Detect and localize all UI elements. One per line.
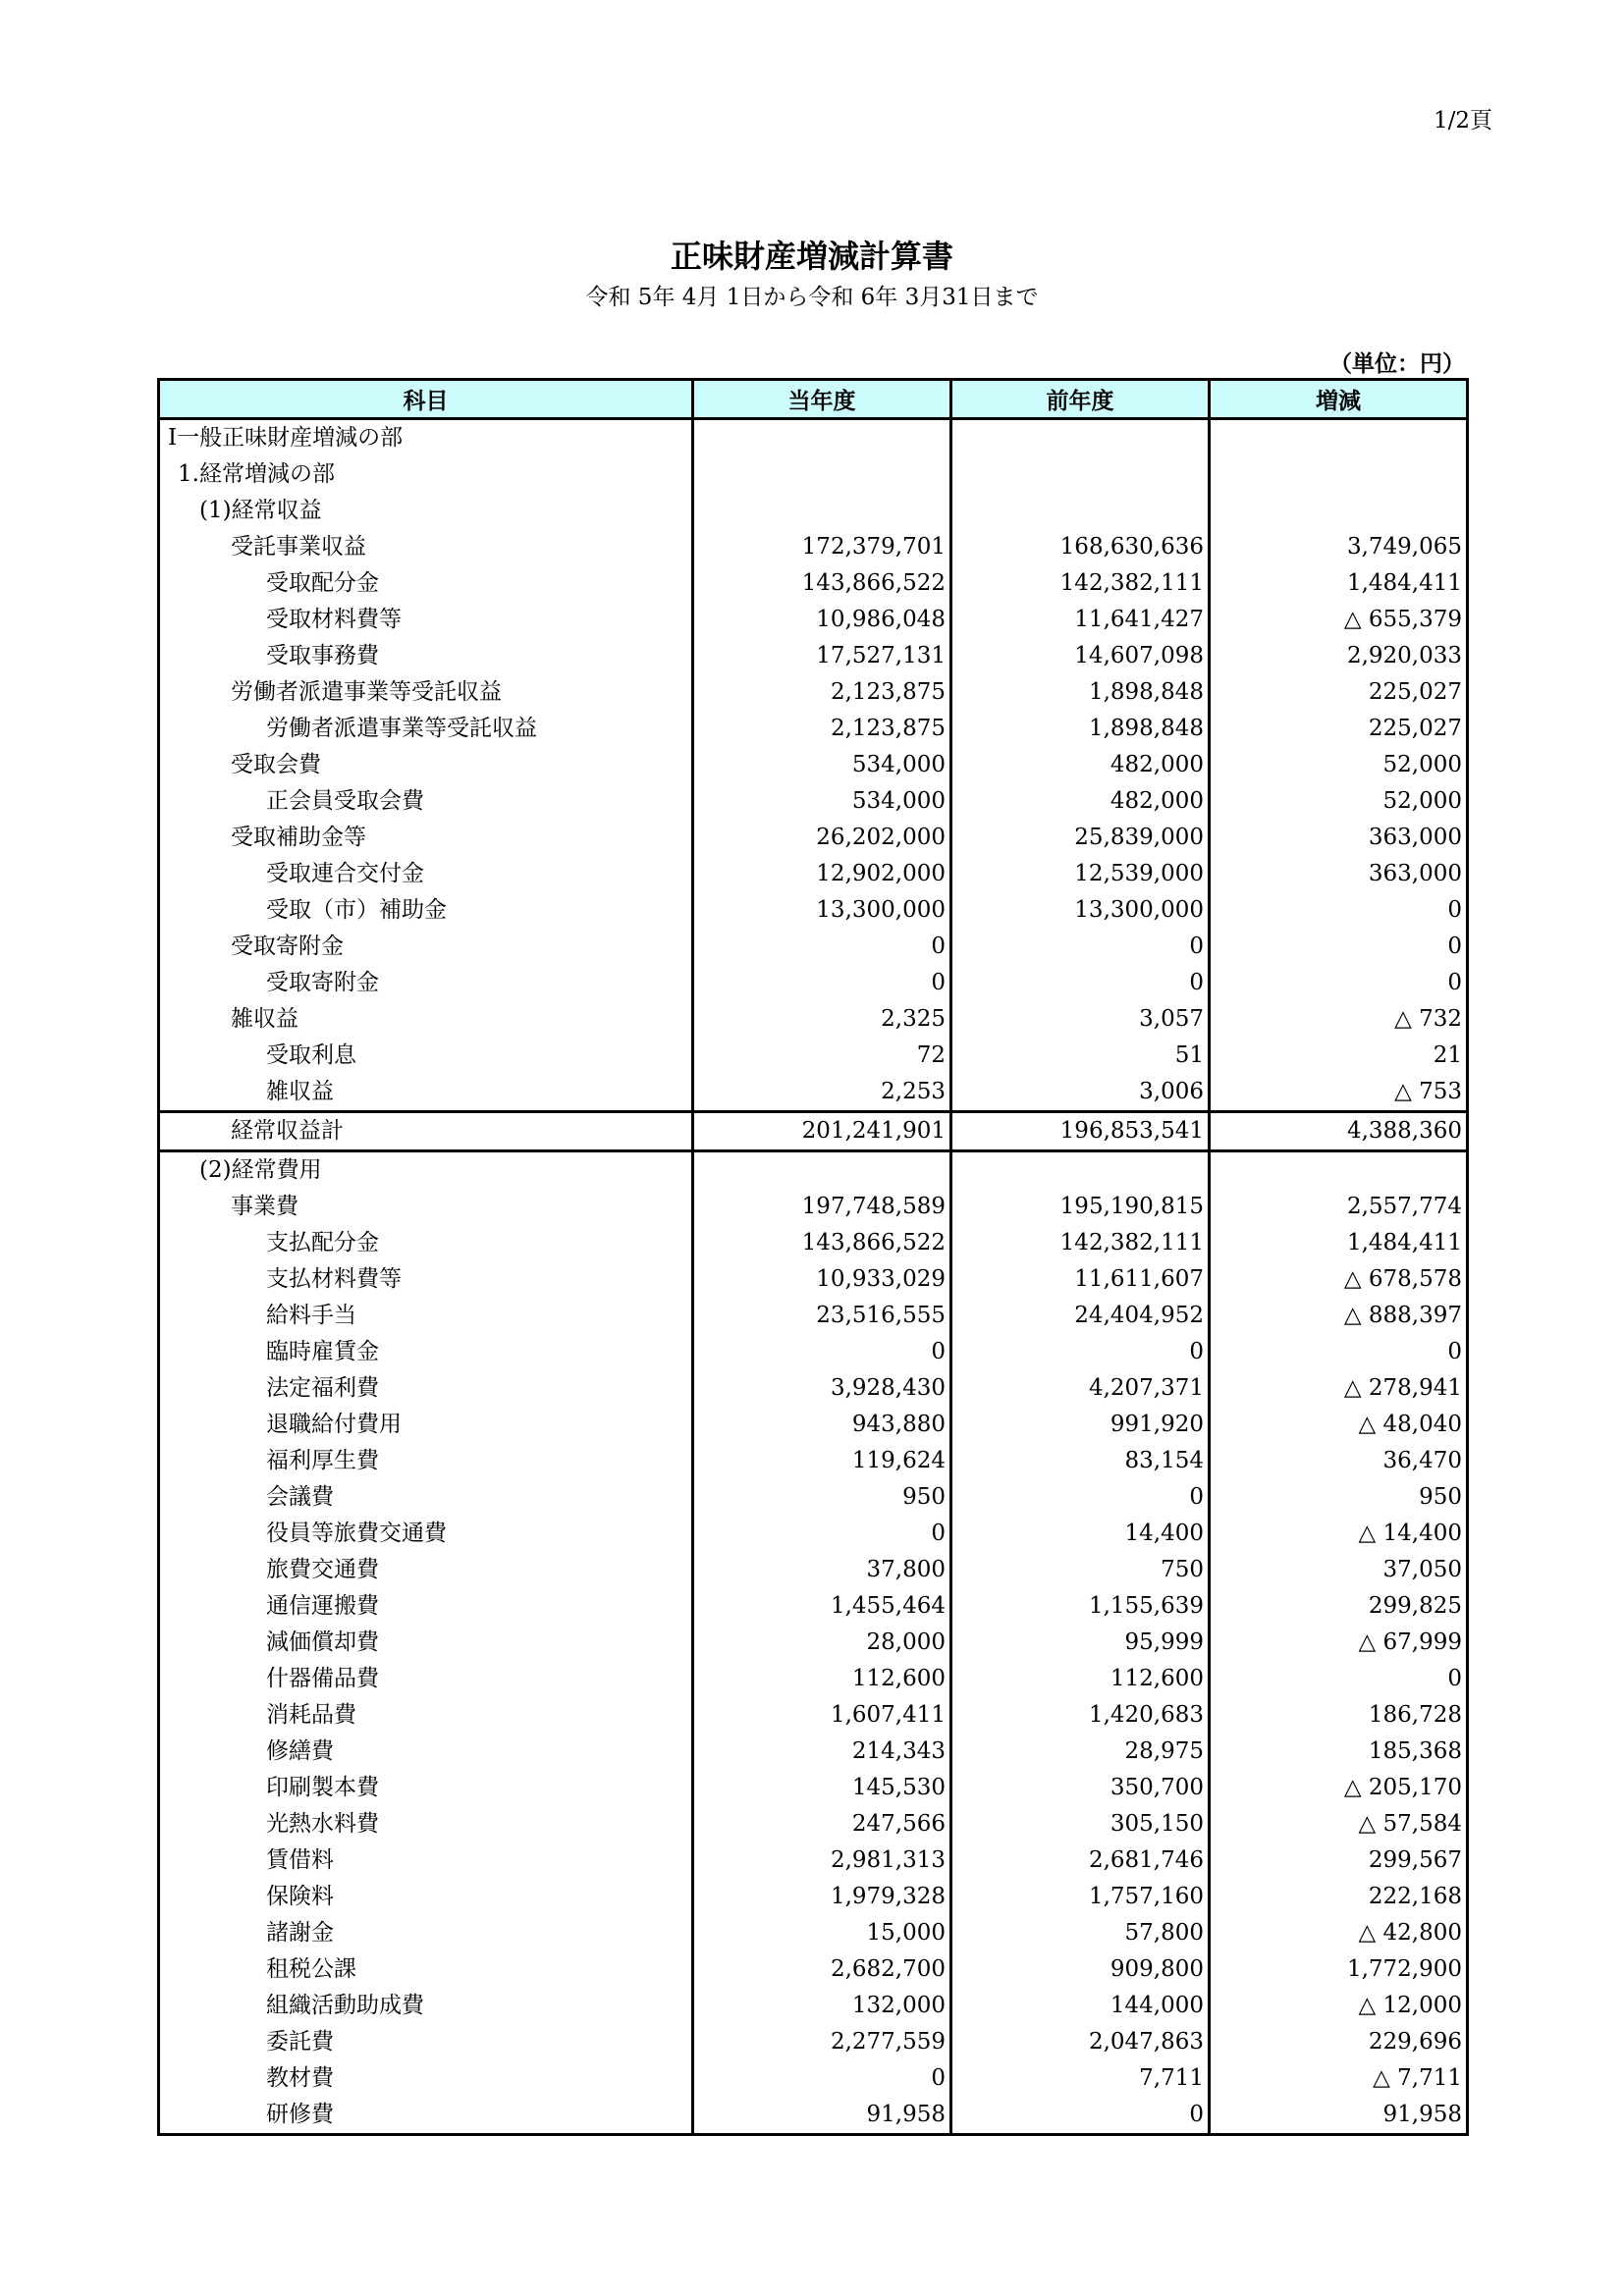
current-year-value: 534,000 xyxy=(693,783,951,820)
account-label: 支払材料費等 xyxy=(159,1261,693,1298)
previous-year-value: 482,000 xyxy=(951,783,1210,820)
account-label: 受取事務費 xyxy=(159,638,693,674)
table-row xyxy=(159,1225,1468,1261)
header-row xyxy=(159,380,1468,419)
previous-year-value: 909,800 xyxy=(951,1951,1210,1988)
current-year-value: 0 xyxy=(693,2060,951,2097)
current-year-value: 10,986,048 xyxy=(693,602,951,638)
account-label: 委託費 xyxy=(159,2024,693,2060)
change-value xyxy=(1210,493,1468,529)
table-row xyxy=(159,1407,1468,1443)
previous-year-value: 3,006 xyxy=(951,1074,1210,1112)
table-row xyxy=(159,674,1468,711)
change-value: 229,696 xyxy=(1210,2024,1468,2060)
account-label: 消耗品費 xyxy=(159,1697,693,1734)
previous-year-value: 25,839,000 xyxy=(951,820,1210,856)
previous-year-value: 14,400 xyxy=(951,1516,1210,1552)
current-year-value: 0 xyxy=(693,1334,951,1370)
current-year-value: 91,958 xyxy=(693,2097,951,2135)
previous-year-value xyxy=(951,456,1210,493)
table-row xyxy=(159,747,1468,783)
current-year-value: 3,928,430 xyxy=(693,1370,951,1407)
table-row xyxy=(159,1001,1468,1038)
previous-year-value: 2,681,746 xyxy=(951,1842,1210,1879)
account-label: 印刷製本費 xyxy=(159,1770,693,1806)
change-value: 2,920,033 xyxy=(1210,638,1468,674)
change-value: 21 xyxy=(1210,1038,1468,1074)
previous-year-value: 7,711 xyxy=(951,2060,1210,2097)
account-label: 租税公課 xyxy=(159,1951,693,1988)
previous-year-value: 144,000 xyxy=(951,1988,1210,2024)
previous-year-value: 14,607,098 xyxy=(951,638,1210,674)
change-value: △ 753 xyxy=(1210,1074,1468,1112)
current-year-value: 0 xyxy=(693,965,951,1001)
previous-year-value: 3,057 xyxy=(951,1001,1210,1038)
change-value: 1,484,411 xyxy=(1210,1225,1468,1261)
account-label: 臨時雇賃金 xyxy=(159,1334,693,1370)
previous-year-value: 83,154 xyxy=(951,1443,1210,1479)
current-year-value xyxy=(693,456,951,493)
account-label: 保険料 xyxy=(159,1879,693,1915)
account-label: 光熱水料費 xyxy=(159,1806,693,1842)
previous-year-value: 142,382,111 xyxy=(951,565,1210,602)
previous-year-value: 112,600 xyxy=(951,1661,1210,1697)
account-label: 受取（市）補助金 xyxy=(159,892,693,929)
table-row xyxy=(159,1879,1468,1915)
table-row xyxy=(159,2024,1468,2060)
account-label: 受取寄附金 xyxy=(159,929,693,965)
account-label: 会議費 xyxy=(159,1479,693,1516)
current-year-value: 197,748,589 xyxy=(693,1189,951,1225)
current-year-value: 132,000 xyxy=(693,1988,951,2024)
column-header-account: 科目 xyxy=(159,380,693,419)
change-value: 222,168 xyxy=(1210,1879,1468,1915)
change-value: 225,027 xyxy=(1210,711,1468,747)
change-value: 36,470 xyxy=(1210,1443,1468,1479)
current-year-value: 72 xyxy=(693,1038,951,1074)
account-label: 法定福利費 xyxy=(159,1370,693,1407)
previous-year-value: 13,300,000 xyxy=(951,892,1210,929)
previous-year-value: 195,190,815 xyxy=(951,1189,1210,1225)
table-row xyxy=(159,1074,1468,1112)
table-row xyxy=(159,565,1468,602)
change-value: △ 57,584 xyxy=(1210,1806,1468,1842)
account-label: 給料手当 xyxy=(159,1298,693,1334)
previous-year-value: 0 xyxy=(951,1479,1210,1516)
current-year-value: 1,455,464 xyxy=(693,1588,951,1625)
previous-year-value: 305,150 xyxy=(951,1806,1210,1842)
current-year-value: 1,979,328 xyxy=(693,1879,951,1915)
current-year-value: 2,123,875 xyxy=(693,674,951,711)
current-year-value: 950 xyxy=(693,1479,951,1516)
table-row xyxy=(159,1842,1468,1879)
account-label: 雑収益 xyxy=(159,1001,693,1038)
previous-year-value: 11,611,607 xyxy=(951,1261,1210,1298)
account-label: 減価償却費 xyxy=(159,1625,693,1661)
change-value: 225,027 xyxy=(1210,674,1468,711)
previous-year-value: 51 xyxy=(951,1038,1210,1074)
previous-year-value: 0 xyxy=(951,929,1210,965)
table-row xyxy=(159,1261,1468,1298)
statement-table xyxy=(157,378,1469,2136)
account-label: 支払配分金 xyxy=(159,1225,693,1261)
change-value: 299,825 xyxy=(1210,1588,1468,1625)
account-label: 福利厚生費 xyxy=(159,1443,693,1479)
change-value: 2,557,774 xyxy=(1210,1189,1468,1225)
change-value: △ 278,941 xyxy=(1210,1370,1468,1407)
table-row xyxy=(159,493,1468,529)
account-label: 役員等旅費交通費 xyxy=(159,1516,693,1552)
current-year-value: 23,516,555 xyxy=(693,1298,951,1334)
account-label: 1.経常増減の部 xyxy=(159,456,693,493)
change-value xyxy=(1210,419,1468,457)
previous-year-value: 12,539,000 xyxy=(951,856,1210,892)
current-year-value: 12,902,000 xyxy=(693,856,951,892)
account-label: 通信運搬費 xyxy=(159,1588,693,1625)
account-label: (1)経常収益 xyxy=(159,493,693,529)
current-year-value: 26,202,000 xyxy=(693,820,951,856)
change-value: 0 xyxy=(1210,929,1468,965)
previous-year-value: 1,155,639 xyxy=(951,1588,1210,1625)
change-value: 1,484,411 xyxy=(1210,565,1468,602)
change-value: △ 14,400 xyxy=(1210,1516,1468,1552)
account-label: 修繕費 xyxy=(159,1734,693,1770)
statement-body xyxy=(159,419,1468,2135)
account-label: 受取配分金 xyxy=(159,565,693,602)
change-value: △ 7,711 xyxy=(1210,2060,1468,2097)
account-label: 賃借料 xyxy=(159,1842,693,1879)
current-year-value: 145,530 xyxy=(693,1770,951,1806)
table-row xyxy=(159,1479,1468,1516)
account-label: 退職給付費用 xyxy=(159,1407,693,1443)
previous-year-value: 1,420,683 xyxy=(951,1697,1210,1734)
previous-year-value: 1,898,848 xyxy=(951,674,1210,711)
change-value xyxy=(1210,456,1468,493)
reporting-period: 令和 5年 4月 1日から令和 6年 3月31日まで xyxy=(585,285,1039,310)
change-value: 186,728 xyxy=(1210,1697,1468,1734)
account-label: 労働者派遣事業等受託収益 xyxy=(159,674,693,711)
account-label: 教材費 xyxy=(159,2060,693,2097)
table-row xyxy=(159,1697,1468,1734)
account-label: 正会員受取会費 xyxy=(159,783,693,820)
table-row xyxy=(159,1734,1468,1770)
change-value: 0 xyxy=(1210,892,1468,929)
current-year-value: 172,379,701 xyxy=(693,529,951,565)
table-row xyxy=(159,419,1468,457)
account-label: Ⅰ一般正味財産増減の部 xyxy=(159,419,693,457)
change-value: △ 888,397 xyxy=(1210,1298,1468,1334)
previous-year-value: 750 xyxy=(951,1552,1210,1588)
account-label: 旅費交通費 xyxy=(159,1552,693,1588)
account-label: 労働者派遣事業等受託収益 xyxy=(159,711,693,747)
previous-year-value: 482,000 xyxy=(951,747,1210,783)
table-row xyxy=(159,1661,1468,1697)
current-year-value: 15,000 xyxy=(693,1915,951,1951)
previous-year-value: 1,898,848 xyxy=(951,711,1210,747)
current-year-value: 2,253 xyxy=(693,1074,951,1112)
change-value: △ 205,170 xyxy=(1210,1770,1468,1806)
current-year-value: 2,277,559 xyxy=(693,2024,951,2060)
previous-year-value: 57,800 xyxy=(951,1915,1210,1951)
table-row xyxy=(159,456,1468,493)
current-year-value: 143,866,522 xyxy=(693,1225,951,1261)
previous-year-value: 4,207,371 xyxy=(951,1370,1210,1407)
current-year-value: 2,682,700 xyxy=(693,1951,951,1988)
change-value: △ 42,800 xyxy=(1210,1915,1468,1951)
table-row xyxy=(159,1516,1468,1552)
change-value: 52,000 xyxy=(1210,783,1468,820)
previous-year-value: 196,853,541 xyxy=(951,1112,1210,1151)
change-value: △ 732 xyxy=(1210,1001,1468,1038)
table-row xyxy=(159,892,1468,929)
previous-year-value: 95,999 xyxy=(951,1625,1210,1661)
column-header-previous-year: 前年度 xyxy=(951,380,1210,419)
table-row xyxy=(159,1988,1468,2024)
change-value: 52,000 xyxy=(1210,747,1468,783)
current-year-value: 2,325 xyxy=(693,1001,951,1038)
table-row xyxy=(159,1443,1468,1479)
change-value: △ 678,578 xyxy=(1210,1261,1468,1298)
table-row xyxy=(159,711,1468,747)
previous-year-value: 0 xyxy=(951,2097,1210,2135)
change-value: 950 xyxy=(1210,1479,1468,1516)
account-label: 受託事業収益 xyxy=(159,529,693,565)
account-label: 受取会費 xyxy=(159,747,693,783)
previous-year-value xyxy=(951,493,1210,529)
table-row xyxy=(159,783,1468,820)
current-year-value: 17,527,131 xyxy=(693,638,951,674)
current-year-value: 119,624 xyxy=(693,1443,951,1479)
previous-year-value xyxy=(951,419,1210,457)
current-year-value: 143,866,522 xyxy=(693,565,951,602)
change-value: 4,388,360 xyxy=(1210,1112,1468,1151)
account-label: 受取連合交付金 xyxy=(159,856,693,892)
table-row xyxy=(159,529,1468,565)
page-number: 1/2頁 xyxy=(1433,108,1492,133)
account-label: 受取補助金等 xyxy=(159,820,693,856)
account-label: 受取材料費等 xyxy=(159,602,693,638)
current-year-value xyxy=(693,1151,951,1190)
change-value: 37,050 xyxy=(1210,1552,1468,1588)
current-year-value: 943,880 xyxy=(693,1407,951,1443)
currency-unit: （単位：円） xyxy=(1329,351,1465,377)
previous-year-value: 350,700 xyxy=(951,1770,1210,1806)
table-row xyxy=(159,1334,1468,1370)
change-value: 0 xyxy=(1210,965,1468,1001)
account-label: (2)経常費用 xyxy=(159,1151,693,1190)
previous-year-value: 11,641,427 xyxy=(951,602,1210,638)
change-value: △ 655,379 xyxy=(1210,602,1468,638)
current-year-value: 534,000 xyxy=(693,747,951,783)
current-year-value: 112,600 xyxy=(693,1661,951,1697)
previous-year-value: 28,975 xyxy=(951,1734,1210,1770)
table-row xyxy=(159,2060,1468,2097)
document-title: 正味財産増減計算書 xyxy=(670,238,953,275)
account-label: 組織活動助成費 xyxy=(159,1988,693,2024)
account-label: 什器備品費 xyxy=(159,1661,693,1697)
current-year-value: 247,566 xyxy=(693,1806,951,1842)
current-year-value: 2,123,875 xyxy=(693,711,951,747)
table-row xyxy=(159,1806,1468,1842)
account-label: 事業費 xyxy=(159,1189,693,1225)
table-row xyxy=(159,1151,1468,1190)
table-row xyxy=(159,965,1468,1001)
account-label: 経常収益計 xyxy=(159,1112,693,1151)
previous-year-value: 2,047,863 xyxy=(951,2024,1210,2060)
previous-year-value: 168,630,636 xyxy=(951,529,1210,565)
current-year-value xyxy=(693,419,951,457)
change-value: 363,000 xyxy=(1210,856,1468,892)
table-row xyxy=(159,1298,1468,1334)
account-label: 研修費 xyxy=(159,2097,693,2135)
column-header-current-year: 当年度 xyxy=(693,380,951,419)
current-year-value: 214,343 xyxy=(693,1734,951,1770)
change-value: 363,000 xyxy=(1210,820,1468,856)
change-value: 3,749,065 xyxy=(1210,529,1468,565)
current-year-value: 28,000 xyxy=(693,1625,951,1661)
table-row xyxy=(159,1915,1468,1951)
current-year-value: 10,933,029 xyxy=(693,1261,951,1298)
current-year-value: 201,241,901 xyxy=(693,1112,951,1151)
change-value: 0 xyxy=(1210,1334,1468,1370)
previous-year-value: 1,757,160 xyxy=(951,1879,1210,1915)
previous-year-value: 142,382,111 xyxy=(951,1225,1210,1261)
table-row xyxy=(159,1189,1468,1225)
table-row xyxy=(159,1625,1468,1661)
current-year-value: 37,800 xyxy=(693,1552,951,1588)
change-value xyxy=(1210,1151,1468,1190)
table-row xyxy=(159,1552,1468,1588)
table-row xyxy=(159,856,1468,892)
account-label: 受取利息 xyxy=(159,1038,693,1074)
previous-year-value xyxy=(951,1151,1210,1190)
change-value: 299,567 xyxy=(1210,1842,1468,1879)
table-row xyxy=(159,1370,1468,1407)
total-row xyxy=(159,1112,1468,1151)
current-year-value: 0 xyxy=(693,929,951,965)
table-row xyxy=(159,1951,1468,1988)
table-row xyxy=(159,1588,1468,1625)
change-value: △ 12,000 xyxy=(1210,1988,1468,2024)
table-row xyxy=(159,1770,1468,1806)
table-row xyxy=(159,929,1468,965)
current-year-value: 0 xyxy=(693,1516,951,1552)
change-value: 185,368 xyxy=(1210,1734,1468,1770)
change-value: △ 67,999 xyxy=(1210,1625,1468,1661)
change-value: 0 xyxy=(1210,1661,1468,1697)
account-label: 受取寄附金 xyxy=(159,965,693,1001)
table-row xyxy=(159,2097,1468,2135)
previous-year-value: 991,920 xyxy=(951,1407,1210,1443)
current-year-value: 1,607,411 xyxy=(693,1697,951,1734)
change-value: △ 48,040 xyxy=(1210,1407,1468,1443)
table-row xyxy=(159,820,1468,856)
previous-year-value: 24,404,952 xyxy=(951,1298,1210,1334)
current-year-value xyxy=(693,493,951,529)
column-header-change: 増減 xyxy=(1210,380,1468,419)
change-value: 91,958 xyxy=(1210,2097,1468,2135)
change-value: 1,772,900 xyxy=(1210,1951,1468,1988)
previous-year-value: 0 xyxy=(951,1334,1210,1370)
account-label: 諸謝金 xyxy=(159,1915,693,1951)
previous-year-value: 0 xyxy=(951,965,1210,1001)
table-row xyxy=(159,602,1468,638)
table-row xyxy=(159,638,1468,674)
account-label: 雑収益 xyxy=(159,1074,693,1112)
current-year-value: 13,300,000 xyxy=(693,892,951,929)
table-row xyxy=(159,1038,1468,1074)
current-year-value: 2,981,313 xyxy=(693,1842,951,1879)
